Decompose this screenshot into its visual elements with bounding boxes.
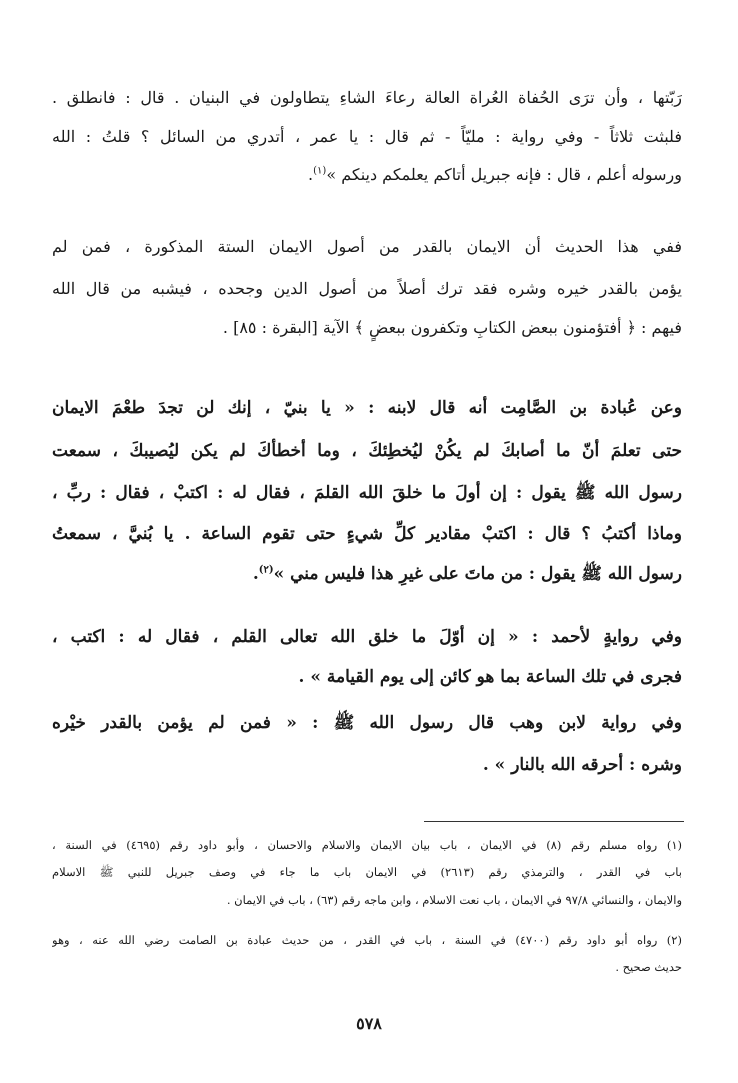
text-line: وفي روايةٍ لأحمد : « إن أوّلَ ما خلق الله تعالى القلم ، فقال له : اكتب ، <box>52 627 682 647</box>
text-line: حتى تعلمَ أنّ ما أصابكَ لم يكُنْ ليُخطِئكَ ، وما أخطأكَ لم يكن ليُصيبكَ ، سمعت <box>52 441 682 461</box>
page-number: ٥٧٨ <box>356 1014 382 1033</box>
footnote-separator <box>424 821 684 822</box>
text-line: وماذا أكتبُ ؟ قال : اكتبْ مقادير كلِّ شيءٍ حتى تقوم الساعة . يا بُنيَّ ، سمعتُ <box>52 524 682 544</box>
text-line: رسول الله ﷺ يقول : من ماتَ على غيرِ هذا فليس مني »$^{(٢)}$. <box>252 564 682 584</box>
footnote-line: حديث صحيح . <box>615 960 682 974</box>
text-line: وفي رواية لابن وهب قال رسول الله ﷺ : « فمن لم يؤمن بالقدر خيْره <box>52 713 682 733</box>
footnote-ref: (٢) <box>258 564 274 576</box>
footnote-line: (١) رواه مسلم رقم (٨) في الايمان ، باب بيان الايمان والاسلام والاحسان ، وأبو داود رقم (٤٦٩٥) في السنة ، <box>52 838 682 852</box>
text-line-content: ورسوله أعلم ، قال : فإنه جبريل أتاكم يعلمكم دينكم » <box>326 165 682 184</box>
text-line: رسول الله ﷺ يقول : إن أولَ ما خلقَ الله القلمَ ، فقال له : اكتبْ ، فقال : ربِّ ، <box>52 483 682 503</box>
text-line: ففي هذا الحديث أن الايمان بالقدر من أصول الايمان الستة المذكورة ، فمن لم <box>52 237 682 256</box>
text-line: وشره : أحرقه الله بالنار » . <box>482 755 682 775</box>
footnote-line: باب في القدر ، والترمذي رقم (٢٦١٣) في الايمان باب ما جاء في وصف جبريل للنبي ﷺ الاسلام <box>52 865 682 879</box>
footnote-line: والايمان ، والنسائي ٩٧/٨ في الايمان ، باب نعت الاسلام ، وابن ماجه رقم (٦٣) ، باب في الايمان . <box>226 893 682 907</box>
footnote-line: (٢) رواه أبو داود رقم (٤٧٠٠) في السنة ، باب في القدر ، من حديث عبادة بن الصامت رضي الله عنه ، وهو <box>52 933 682 947</box>
text-line: فيهم : ﴿ أفتؤمنون ببعض الكتابِ وتكفرون ببعضٍ ﴾ الآية [البقرة : ٨٥] . <box>222 318 682 337</box>
text-line: ورسوله أعلم ، قال : فإنه جبريل أتاكم يعلمكم دينكم »$^{(١)}$. <box>308 165 682 184</box>
text-line: يؤمن بالقدر خيره وشره فقد ترك أصلاً من أصول الدين وجحده ، فيشبه من قال الله <box>52 279 682 298</box>
text-line: فلبثت ثلاثاً - وفي رواية : مليّاً - ثم قال : يا عمر ، أتدري من السائل ؟ قلتُ : الله <box>52 127 682 146</box>
text-line: رَبّتها ، وأن ترَى الحُفاة العُراة العالة رعاءَ الشاءِ يتطاولون في البنيان . قال : فانطلق . <box>52 88 682 107</box>
text-line: فجرى في تلك الساعة بما هو كائن إلى يوم القيامة » . <box>298 667 682 687</box>
text-line-content: رسول الله ﷺ يقول : من ماتَ على غيرِ هذا فليس مني » <box>273 564 682 584</box>
text-line: وعن عُبادة بن الصَّامِت أنه قال لابنه : « يا بنيّ ، إنك لن تجدَ طعْمَ الايمان <box>52 398 682 418</box>
footnote-ref: (١) <box>313 165 327 177</box>
